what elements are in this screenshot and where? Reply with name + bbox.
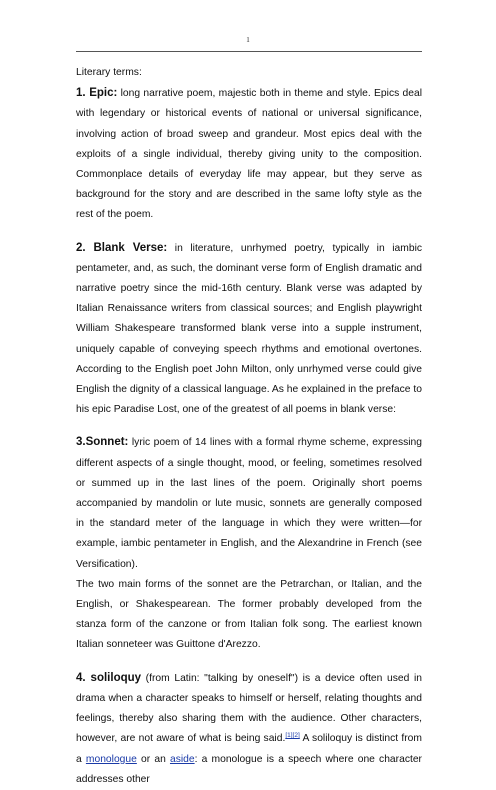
page-number: 1 (246, 36, 250, 44)
entry-soliloquy: 4. soliloquy (from Latin: "talking by oneself") is a device often used in drama when a character speaks to himself or herself, relating thoughts and feelings, thereby also sharing them with the audience. Other characters, however, are not aware of what is being said.[1][2] A soliloquy is distinct from a monologue or an aside: a monologue is a speech where one character addresses other (76, 671, 423, 785)
definition-epic: long narrative poem, majestic both in theme and style. Epics deal with legendary or historical events of national or universal significance, involving action of broad sweep and grandeur. Most epics deal with the exploits of a single individual, thereby giving unity to the composition. Commonplace details of everyday life may appear, but they serve as background for the story and are described in the same lofty style as the rest of the poem. (76, 88, 422, 221)
header-rule (76, 51, 422, 52)
spacer (76, 420, 422, 432)
definition-soliloquy: (from Latin: "talking by oneself") is a device often used in drama when a character speaks to himself or herself, relating thoughts and feelings, thereby also sharing them with the audience. Other characters, however, are not aware of what is being said. (76, 672, 423, 745)
definition-sonnet: lyric poem of 14 lines with a formal rhyme scheme, expressing different aspects of a single thought, mood, or feeling, sometimes resolved or summed up in the last lines of the poem. Originally short poems accompanied by mandolin or lute music, sonnets are generally composed in the standard meter of the language in which they were written—for example, iambic pentameter in English, and the Alexandrine in French (see Versification). (76, 437, 422, 570)
spacer (76, 656, 422, 668)
intro-line: Literary terms: (76, 67, 142, 78)
sonnet-forms-paragraph: The two main forms of the sonnet are the Petrarchan, or Italian, and the English, or Shakespearean. The former probably developed from the stanza form of the canzone or from Italian folk song. The earliest known Italian sonneteer was Guittone d'Arezzo. (76, 578, 422, 651)
entry-epic (76, 83, 422, 225)
aside-link[interactable]: aside (169, 753, 195, 765)
definition-blank-verse: in literature, unrhymed poetry, typically in iambic pentameter, and, as such, the dominant verse form of English dramatic and narrative poetry since the mid-16th century. Blank verse was adapted by Italian Renaissance writers from classical sources; and English playwright William Shakespeare transformed blank verse into a supple instrument, uniquely capable of conveying speech rhythms and emotional overtones. According to the English poet John Milton, only unrhymed verse could give English the dignity of a classical language. As he explained in the preface to his epic Paradise Lost, one of the greatest of all poems in blank verse: (76, 242, 422, 416)
term-epic: 1. Epic: (76, 87, 118, 100)
document-body (76, 63, 422, 790)
entry-blank-verse (76, 238, 422, 421)
spacer (76, 226, 422, 238)
entry-sonnet (76, 432, 422, 574)
term-blank-verse: 2. Blank Verse: (76, 241, 168, 254)
term-sonnet: 3.Sonnet: (76, 436, 129, 449)
footnote-ref-1[interactable]: [1] (285, 732, 293, 740)
footnote-ref-2[interactable]: [2] (292, 732, 300, 740)
monologue-link[interactable]: monologue (85, 753, 137, 765)
term-soliloquy: 4. soliloquy (76, 671, 142, 684)
